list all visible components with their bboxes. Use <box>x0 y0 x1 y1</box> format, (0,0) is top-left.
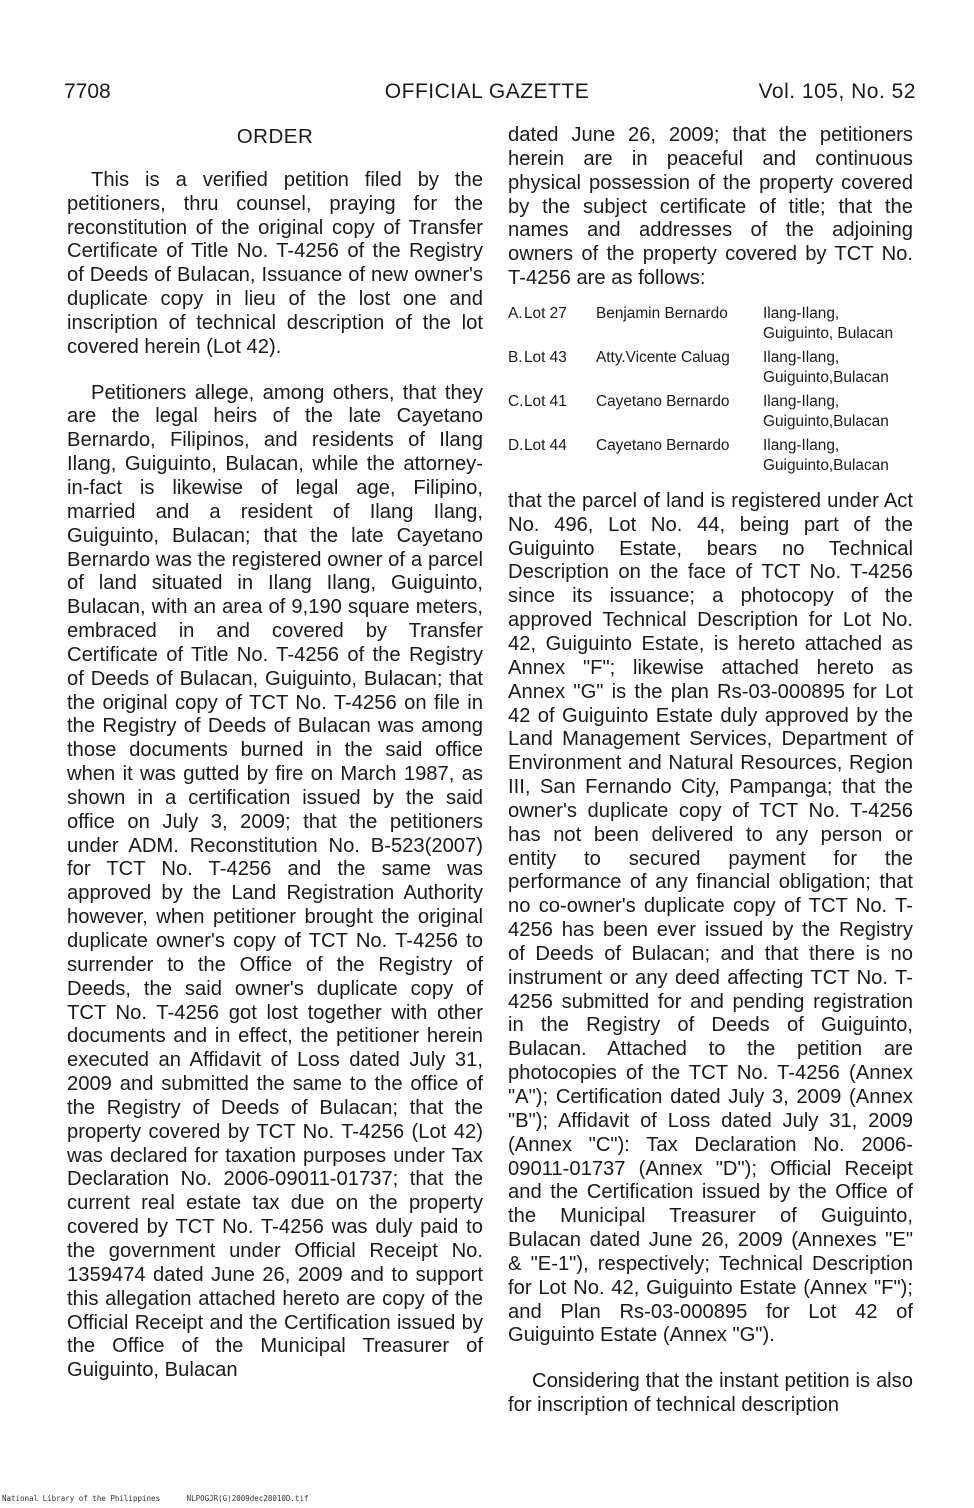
owner-address-line-2: Guiguinto,Bulacan <box>763 368 889 386</box>
owner-address <box>763 304 913 348</box>
owner-address-line-1: Ilang-Ilang, <box>763 436 840 454</box>
owner-letter: A. <box>508 304 523 322</box>
owner-name: Benjamin Bernardo <box>596 304 728 322</box>
footer-library: National Library of the Philippines <box>2 1494 161 1503</box>
order-heading: ORDER <box>236 125 314 148</box>
owner-address <box>763 348 913 392</box>
footer-filename: NLPOGJR(G)2009dec28010D.tif <box>186 1494 309 1503</box>
owner-address <box>763 436 913 480</box>
owner-name: Cayetano Bernardo <box>596 392 730 410</box>
paragraph-registration: that the parcel of land is registered under Act No. 496, Lot No. 44, being part of the Guiguinto Estate, bears no Technical Description on the face of TCT No. T-4256 since its issuance; a photocopy of the approved Technical Description for Lot No. 42, Guiguinto Estate, is hereto attached as Annex "F"; likewise attached hereto as Annex "G" is the plan Rs-03-000895 for Lot 42 of Guiguinto Estate duly approved by the Land Management Services, Department of Environment and Natural Resources, Region III, San Fernando City, Pampanga; that the owner's duplicate copy of TCT No. T-4256 has not been delivered to any person or entity to secured payment for the performance of any financial obligation; that no co-owner's duplicate copy of TCT No. T-4256 has been ever issued by the Registry of Deeds of Bulacan; and that there is no instrument or any deed affecting TCT No. T-4256 submitted for and pending registration in the Registry of Deeds of Guiguinto, Bulacan. Attached to the petition are photocopies of the TCT No. T-4256 (Annex "A"); Certification dated July 3, 2009 (Annex "B"); Affidavit of Loss dated July 31, 2009 (Annex "C"): Tax Declaration No. 2006-09011-01737 (Annex "D"); Official Receipt and the Certification issued by the Office of the Municipal Treasurer of Guiguinto, Bulacan dated June 26, 2009 (Annexes "E" & "E-1"), respectively; Technical Description for Lot No. 42, Guiguinto Estate (Annex "F"); and Plan Rs-03-000895 for Lot 42 of Guiguinto Estate (Annex "G"). <box>508 489 913 1347</box>
owner-letter: C. <box>508 392 524 410</box>
owner-name: Cayetano Bernardo <box>596 436 730 454</box>
volume-number: Vol. 105, No. 52 <box>758 80 916 103</box>
scan-footer <box>2 1494 330 1503</box>
page-header <box>0 80 974 114</box>
owner-lot: Lot 27 <box>524 304 567 322</box>
owner-address-line-1: Ilang-Ilang, <box>763 392 840 410</box>
paragraph-petition: This is a verified petition filed by the petitioners, thru counsel, praying for the reconstitution of the original copy of Transfer Certificate of Title No. T-4256 of the Registry of Deeds of Bulacan, Issuance of new owner's duplicate copy in lieu of the lost one and inscription of technical description of the lot covered herein (Lot 42). <box>67 168 483 358</box>
owner-address-line-2: Guiguinto, Bulacan <box>763 324 894 342</box>
owner-address <box>763 392 913 436</box>
table-row <box>508 392 913 436</box>
owner-address-line-1: Ilang-Ilang, <box>763 348 840 366</box>
owner-address-line-2: Guiguinto,Bulacan <box>763 456 889 474</box>
owner-lot: Lot 43 <box>524 348 567 366</box>
right-column <box>508 124 913 1418</box>
table-row <box>508 304 913 348</box>
owner-name: Atty.Vicente Caluag <box>596 348 730 366</box>
owner-lot: Lot 41 <box>524 392 567 410</box>
owner-letter: D. <box>508 436 524 454</box>
table-row <box>508 348 913 392</box>
page-number: 7708 <box>64 80 111 103</box>
adjoining-owners-table <box>508 304 913 480</box>
owner-address-line-2: Guiguinto,Bulacan <box>763 412 889 430</box>
publication-title: OFFICIAL GAZETTE <box>384 80 590 103</box>
paragraph-continuation: dated June 26, 2009; that the petitioners herein are in peaceful and continuous physical possession of the property covered by the subject certificate of title; that the names and addresses of the adjoining owners of the property covered by TCT No. T-4256 are as follows: <box>508 124 913 290</box>
owner-letter: B. <box>508 348 523 366</box>
paragraph-allegations: Petitioners allege, among others, that they are the legal heirs of the late Cayetano Bernardo, Filipinos, and residents of Ilang Ilang, Guiguinto, Bulacan, while the attorney-in-fact is likewise of legal age, Filipino, married and a resident of Ilang Ilang, Guiguinto, Bulacan; that the late Cayetano Bernardo was the registered owner of a parcel of land situated in Ilang Ilang, Guiguinto, Bulacan, with an area of 9,190 square meters, embraced in and covered by Transfer Certificate of Title No. T-4256 of the Registry of Deeds of Bulacan, Guiguinto, Bulacan; that the original copy of TCT No. T-4256 on file in the Registry of Deeds of Bulacan was among those documents burned in the said office when it was gutted by fire on March 1987, as shown in a certification issued by the said office on July 3, 2009; that the petitioners under ADM. Reconstitution No. B-523(2007) for TCT No. T-4256 and the same was approved by the Land Registration Authority however, when petitioner brought the original duplicate owner's copy of TCT No. T-4256 to surrender to the Office of the Registry of Deeds, the said owner's duplicate copy of TCT No. T-4256 got lost together with other documents and in effect, the petitioner herein executed an Affidavit of Loss dated July 31, 2009 and submitted the same to the office of the Registry of Deeds of Bulacan; that the property covered by TCT No. T-4256 (Lot 42) was declared for taxation purposes under Tax Declaration No. 2006-09011-01737; that the current real estate tax due on the property covered by TCT No. T-4256 was duly paid to the government under Official Receipt No. 1359474 dated June 26, 2009 and to support this allegation attached hereto are copy of the Official Receipt and the Certification issued by the Office of the Municipal Treasurer of Guiguinto, Bulacan <box>67 381 483 1382</box>
left-column <box>67 124 483 1383</box>
owner-address-line-1: Ilang-Ilang, <box>763 304 840 322</box>
paragraph-considering: Considering that the instant petition is also for inscription of technical description <box>508 1370 913 1417</box>
owner-lot: Lot 44 <box>524 436 567 454</box>
table-row <box>508 436 913 480</box>
